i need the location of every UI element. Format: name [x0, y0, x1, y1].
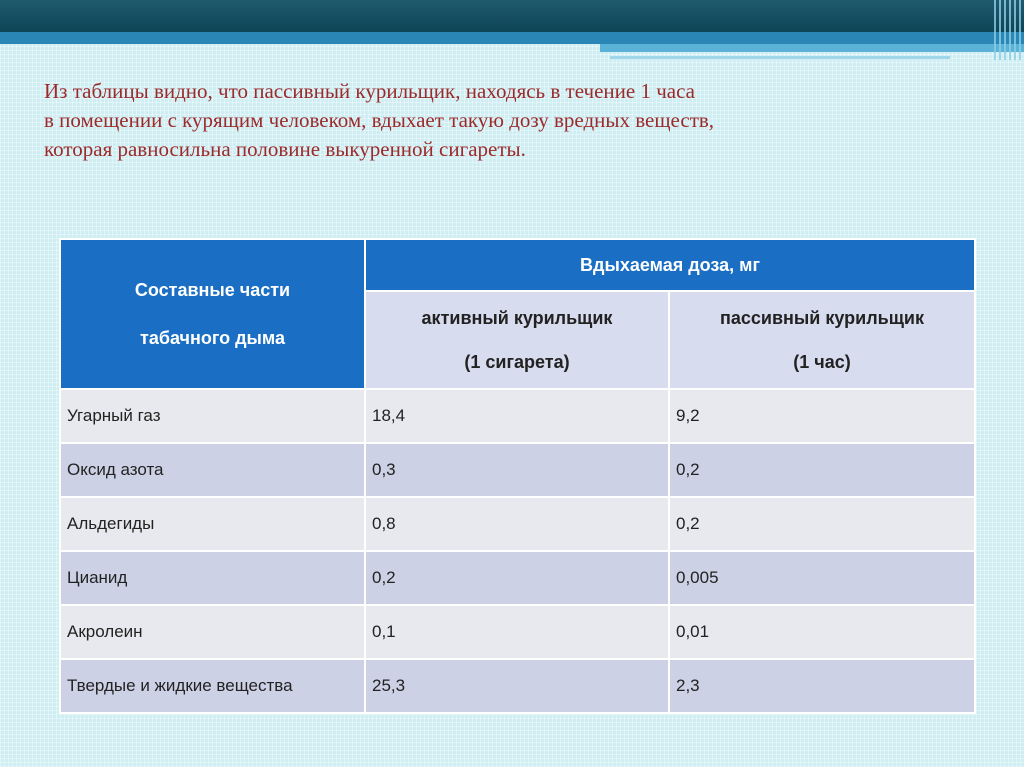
header-active-line-2: (1 сигарета): [464, 352, 570, 372]
row-passive-value: 0,2: [669, 443, 975, 497]
row-passive-value: 2,3: [669, 659, 975, 713]
top-decor-stripe-secondary: [600, 44, 1024, 52]
intro-text: [44, 77, 994, 164]
top-decor-bar: [0, 0, 1024, 32]
header-components-line-2: табачного дыма: [140, 328, 285, 348]
header-components: [60, 239, 365, 389]
row-name: Альдегиды: [60, 497, 365, 551]
row-name: Акролеин: [60, 605, 365, 659]
top-decor-stripe: [0, 32, 1024, 44]
row-active-value: 0,8: [365, 497, 669, 551]
table-row: [60, 605, 975, 659]
row-passive-value: 0,005: [669, 551, 975, 605]
row-name: Твердые и жидкие вещества: [60, 659, 365, 713]
row-name: Цианид: [60, 551, 365, 605]
header-active-smoker: [365, 291, 669, 389]
row-passive-value: 0,2: [669, 497, 975, 551]
header-passive-smoker: [669, 291, 975, 389]
row-active-value: 0,3: [365, 443, 669, 497]
row-active-value: 18,4: [365, 389, 669, 443]
intro-line-3: которая равносильна половине выкуренной сигареты.: [44, 137, 526, 161]
row-active-value: 0,1: [365, 605, 669, 659]
row-passive-value: 0,01: [669, 605, 975, 659]
corner-decor-lines: [994, 0, 1024, 60]
table-row: [60, 659, 975, 713]
row-name: Оксид азота: [60, 443, 365, 497]
smoke-dose-table: [59, 238, 976, 714]
header-components-line-1: Составные части: [134, 280, 291, 300]
intro-line-2: в помещении с курящим человеком, вдыхает такую дозу вредных веществ,: [44, 108, 715, 132]
row-passive-value: 9,2: [669, 389, 975, 443]
header-passive-line-2: (1 час): [793, 352, 851, 372]
table-row: [60, 443, 975, 497]
header-inhaled-dose: Вдыхаемая доза, мг: [365, 239, 975, 291]
header-passive-line-1: пассивный курильщик: [720, 308, 924, 328]
row-active-value: 25,3: [365, 659, 669, 713]
table-row: [60, 389, 975, 443]
row-name: Угарный газ: [60, 389, 365, 443]
intro-line-1: Из таблицы видно, что пассивный курильщик, находясь в течение 1 часа: [44, 79, 695, 103]
top-decor-stripe-thin: [610, 56, 950, 59]
header-active-line-1: активный курильщик: [421, 308, 613, 328]
table-row: [60, 551, 975, 605]
row-active-value: 0,2: [365, 551, 669, 605]
table-row: [60, 497, 975, 551]
